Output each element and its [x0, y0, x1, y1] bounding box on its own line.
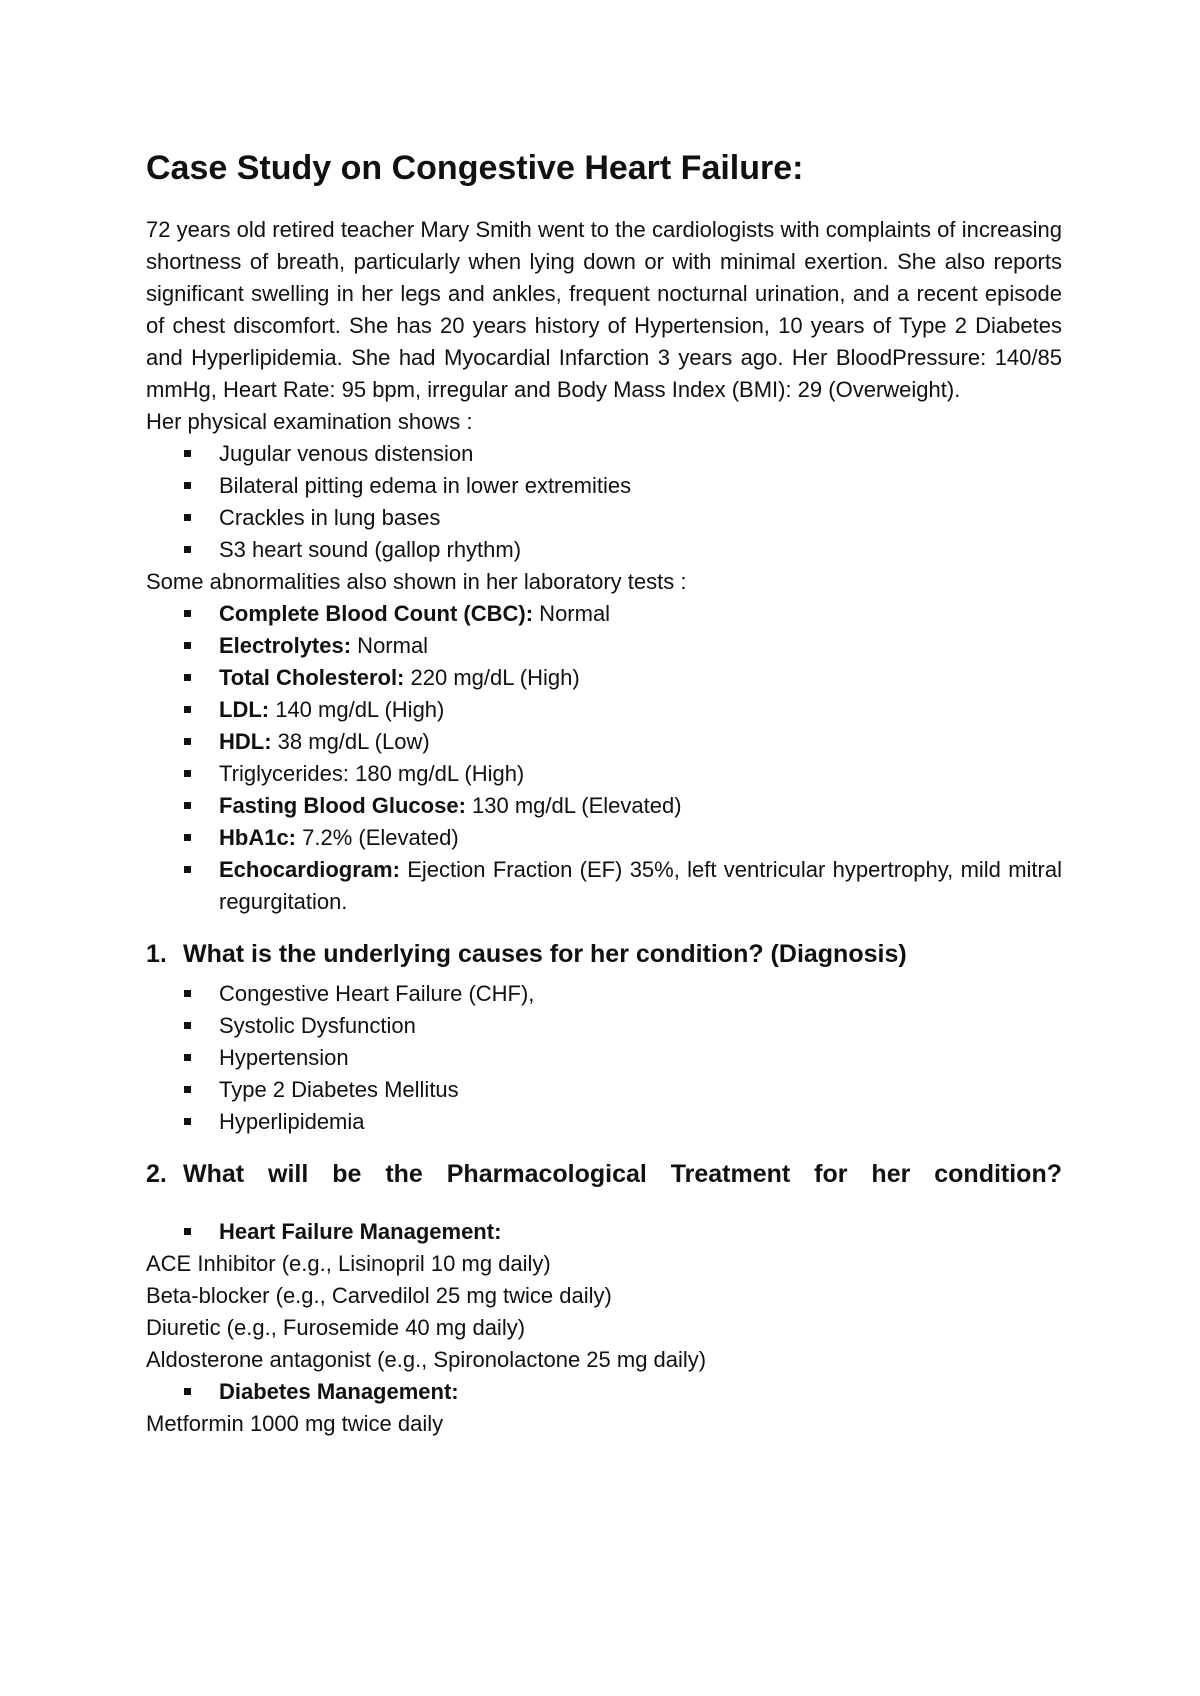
case-intro-paragraph: 72 years old retired teacher Mary Smith went to the cardiologists with complaints of increasing shortness of breath, particularly when lying down or with minimal exertion. She also reports significant swelling in her legs and ankles, frequent nocturnal urination, and a recent episode of chest discomfort. She has 20 years history of Hypertension, 10 years of Type 2 Diabetes and Hyperlipidemia. She had Myocardial Infarction 3 years ago. Her BloodPressure: 140/85 mmHg, Heart Rate: 95 bpm, irregular and Body Mass Index (BMI): 29 (Overweight). — [146, 217, 1062, 402]
medication-line: Diuretic (e.g., Furosemide 40 mg daily) — [146, 1315, 526, 1340]
lab-results-list — [146, 598, 1062, 918]
square-bullet-icon — [184, 642, 191, 649]
question-1-heading: 1. What is the underlying causes for her condition? (Diagnosis) — [146, 940, 907, 968]
list-item: LDL: 140 mg/dL (High) — [146, 694, 1062, 726]
list-item: Diabetes Management: — [146, 1376, 1062, 1408]
medication-line: Beta-blocker (e.g., Carvedilol 25 mg twice daily) — [146, 1283, 612, 1308]
square-bullet-icon — [184, 546, 191, 553]
square-bullet-icon — [184, 1118, 191, 1125]
exam-findings-list — [146, 438, 1062, 566]
list-item: Hyperlipidemia — [146, 1106, 1062, 1138]
diagnosis-list — [146, 978, 1062, 1138]
list-item: Triglycerides: 180 mg/dL (High) — [146, 758, 1062, 790]
list-item: HDL: 38 mg/dL (Low) — [146, 726, 1062, 758]
square-bullet-icon — [184, 450, 191, 457]
question-2-heading: 2. What will be the Pharmacological Treatment for her condition? — [146, 1160, 1062, 1188]
square-bullet-icon — [184, 674, 191, 681]
document-page — [146, 146, 1062, 1440]
list-item: Type 2 Diabetes Mellitus — [146, 1074, 1062, 1106]
square-bullet-icon — [184, 1388, 191, 1395]
square-bullet-icon — [184, 990, 191, 997]
heart-failure-heading-list — [146, 1216, 1062, 1248]
list-item: HbA1c: 7.2% (Elevated) — [146, 822, 1062, 854]
exam-heading: Her physical examination shows : — [146, 409, 473, 434]
square-bullet-icon — [184, 834, 191, 841]
list-item: Jugular venous distension — [146, 438, 1062, 470]
square-bullet-icon — [184, 802, 191, 809]
list-item: Fasting Blood Glucose: 130 mg/dL (Elevated) — [146, 790, 1062, 822]
list-item: Total Cholesterol: 220 mg/dL (High) — [146, 662, 1062, 694]
square-bullet-icon — [184, 1086, 191, 1093]
square-bullet-icon — [184, 706, 191, 713]
square-bullet-icon — [184, 1022, 191, 1029]
list-item: Echocardiogram: Ejection Fraction (EF) 35%, left ventricular hypertrophy, mild mitral regurgitation. — [146, 854, 1062, 918]
list-item: Crackles in lung bases — [146, 502, 1062, 534]
square-bullet-icon — [184, 1054, 191, 1061]
square-bullet-icon — [184, 482, 191, 489]
medication-line: Metformin 1000 mg twice daily — [146, 1411, 444, 1436]
list-item: Complete Blood Count (CBC): Normal — [146, 598, 1062, 630]
square-bullet-icon — [184, 1228, 191, 1235]
list-item: Systolic Dysfunction — [146, 1010, 1062, 1042]
list-item: Electrolytes: Normal — [146, 630, 1062, 662]
list-item: S3 heart sound (gallop rhythm) — [146, 534, 1062, 566]
square-bullet-icon — [184, 866, 191, 873]
square-bullet-icon — [184, 738, 191, 745]
medication-line: Aldosterone antagonist (e.g., Spironolactone 25 mg daily) — [146, 1347, 707, 1372]
diabetes-heading-list — [146, 1376, 1062, 1408]
lab-heading: Some abnormalities also shown in her laboratory tests : — [146, 569, 687, 594]
square-bullet-icon — [184, 514, 191, 521]
square-bullet-icon — [184, 610, 191, 617]
list-item: Congestive Heart Failure (CHF), — [146, 978, 1062, 1010]
document-title: Case Study on Congestive Heart Failure: — [146, 149, 804, 187]
square-bullet-icon — [184, 770, 191, 777]
medication-line: ACE Inhibitor (e.g., Lisinopril 10 mg daily) — [146, 1251, 551, 1276]
list-item: Hypertension — [146, 1042, 1062, 1074]
list-item: Bilateral pitting edema in lower extremities — [146, 470, 1062, 502]
blank-line — [146, 1198, 1062, 1216]
list-item: Heart Failure Management: — [146, 1216, 1062, 1248]
